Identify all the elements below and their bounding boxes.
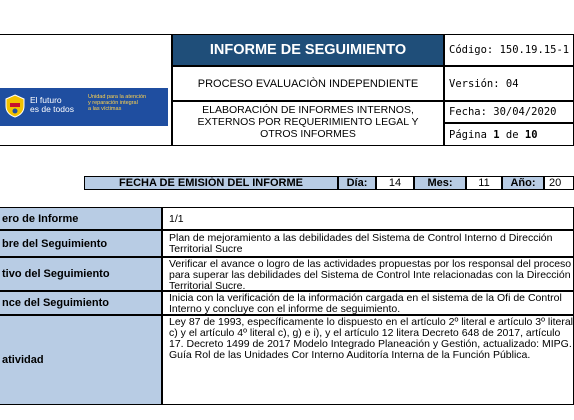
regulation-value: Ley 87 de 1993, específicamente lo dispuesto en el artículo 2º literal e artículo 3º literal c) y el artículo 4º literal c), g) e i), y el artículo 12 litera Decreto 648 de 2017, artículo 17. Decreto 1499 de 2017 Modelo Integrado Planeación y Gestión, actualizado: MIPG. Guía Rol de las Unidades Cor Interno Auditoría Interna de la Función Pública. <box>162 315 574 405</box>
logo-sub-1: Unidad para la atención <box>88 94 147 100</box>
regulation-label: atividad <box>0 315 162 405</box>
month-value: 11 <box>466 176 502 190</box>
report-title: INFORME DE SEGUIMIENTO <box>172 34 444 66</box>
year-value: 20 <box>544 176 574 190</box>
report-number-value: 1/1 <box>162 207 574 230</box>
document-date: Fecha: 30/04/2020 <box>444 101 574 123</box>
logo-sub-3: a las víctimas <box>88 106 122 112</box>
month-label: Mes: <box>414 176 466 190</box>
tracking-objective-value: Verificar el avance o logro de las actividades propuestas por los responsal del proceso para superar las debilidades del Sistema de Control Inte relacionadas con la Dirección Territorial Sucre. <box>162 257 574 291</box>
process-name: PROCESO EVALUACIÒN INDEPENDIENTE <box>172 66 444 101</box>
day-label: Día: <box>338 176 376 190</box>
entity-logo <box>0 88 168 126</box>
logo-line-2: es de todos <box>30 104 74 114</box>
page-indicator: Página 1 de 10 <box>444 123 574 146</box>
tracking-name-value: Plan de mejoramiento a las debilidades del Sistema de Control Interno d Dirección Territorial Sucre <box>162 230 574 257</box>
logo-line-1: El futuro <box>30 95 62 105</box>
logo-sub-2: y reparación integral <box>88 100 138 106</box>
report-number-label: ero de Informe <box>0 207 162 230</box>
tracking-objective-label: tivo del Seguimiento <box>0 257 162 291</box>
tracking-scope-value: Inicia con la verificación de la información cargada en el sistema de la Ofi de Control Interno y concluye con el informe de seguimiento. <box>162 291 574 315</box>
day-value: 14 <box>376 176 414 190</box>
document-type: ELABORACIÓN DE INFORMES INTERNOS, EXTERNOS POR REQUERIMIENTO LEGAL Y OTROS INFORMES <box>172 101 444 146</box>
shield-icon <box>4 94 26 118</box>
emission-label: FECHA DE EMISIÓN DEL INFORME <box>84 176 338 190</box>
tracking-name-label: bre del Seguimiento <box>0 230 162 257</box>
document-code: Código: 150.19.15-1 <box>444 34 574 66</box>
tracking-scope-label: nce del Seguimiento <box>0 291 162 315</box>
year-label: Año: <box>502 176 544 190</box>
document-version: Versión: 04 <box>444 66 574 101</box>
